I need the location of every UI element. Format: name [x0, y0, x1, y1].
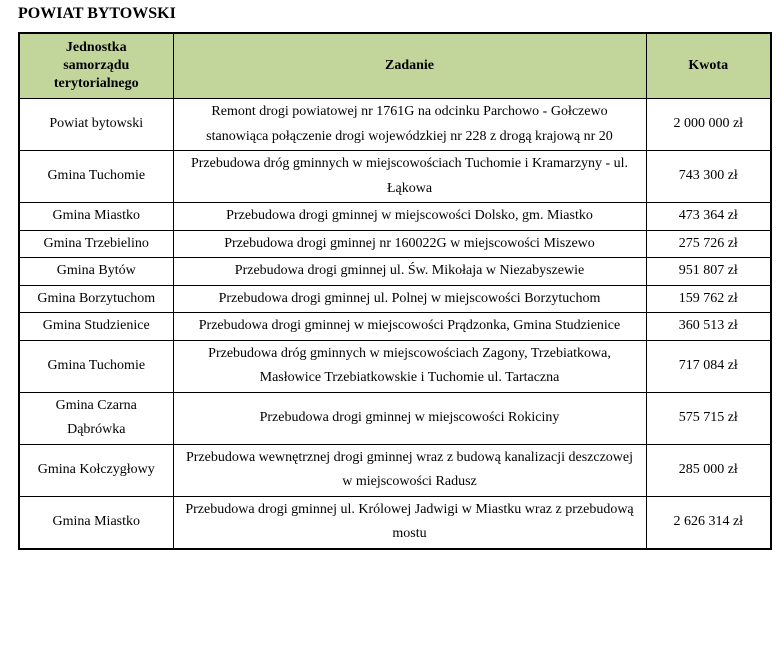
table-row — [19, 258, 771, 286]
table-row — [19, 496, 771, 549]
amount-cell: 2 626 314 zł — [646, 496, 771, 549]
unit-cell: Gmina Trzebielino — [19, 230, 173, 258]
amount-cell: 717 084 zł — [646, 340, 771, 392]
task-cell: Przebudowa dróg gminnych w miejscowościach Tuchomie i Kramarzyny - ul. Łąkowa — [173, 151, 646, 203]
table-row — [19, 151, 771, 203]
task-cell: Przebudowa dróg gminnych w miejscowościach Zagony, Trzebiatkowa, Masłowice Trzebiatkowskie i Tuchomie ul. Tartaczna — [173, 340, 646, 392]
table-row — [19, 203, 771, 231]
unit-cell: Gmina Tuchomie — [19, 340, 173, 392]
unit-cell: Gmina Borzytuchom — [19, 285, 173, 313]
unit-cell: Gmina Kołczygłowy — [19, 444, 173, 496]
task-cell: Przebudowa drogi gminnej w miejscowości Dolsko, gm. Miastko — [173, 203, 646, 231]
unit-cell: Gmina Miastko — [19, 203, 173, 231]
table-row — [19, 340, 771, 392]
unit-cell: Gmina Czarna Dąbrówka — [19, 392, 173, 444]
amount-cell: 473 364 zł — [646, 203, 771, 231]
column-header-task: Zadanie — [173, 33, 646, 99]
task-cell: Przebudowa drogi gminnej ul. Królowej Jadwigi w Miastku wraz z przebudową mostu — [173, 496, 646, 549]
table-row — [19, 313, 771, 341]
table-body — [19, 99, 771, 549]
task-cell: Przebudowa drogi gminnej w miejscowości Prądzonka, Gmina Studzienice — [173, 313, 646, 341]
unit-cell: Gmina Studzienice — [19, 313, 173, 341]
unit-cell: Gmina Tuchomie — [19, 151, 173, 203]
unit-cell: Gmina Bytów — [19, 258, 173, 286]
task-cell: Przebudowa drogi gminnej w miejscowości Rokiciny — [173, 392, 646, 444]
page-title: POWIAT BYTOWSKI — [18, 5, 176, 22]
table-header — [19, 33, 771, 99]
task-cell: Przebudowa wewnętrznej drogi gminnej wraz z budową kanalizacji deszczowej w miejscowości Radusz — [173, 444, 646, 496]
header-row — [19, 33, 771, 99]
table-row — [19, 99, 771, 151]
funding-table — [18, 32, 772, 550]
table-row — [19, 285, 771, 313]
unit-cell: Gmina Miastko — [19, 496, 173, 549]
table-row — [19, 444, 771, 496]
amount-cell: 2 000 000 zł — [646, 99, 771, 151]
task-cell: Przebudowa drogi gminnej ul. Św. Mikołaja w Niezabyszewie — [173, 258, 646, 286]
amount-cell: 743 300 zł — [646, 151, 771, 203]
amount-cell: 159 762 zł — [646, 285, 771, 313]
column-header-unit — [19, 33, 173, 99]
amount-cell: 360 513 zł — [646, 313, 771, 341]
task-cell: Przebudowa drogi gminnej ul. Polnej w miejscowości Borzytuchom — [173, 285, 646, 313]
amount-cell: 285 000 zł — [646, 444, 771, 496]
task-cell: Remont drogi powiatowej nr 1761G na odcinku Parchowo - Gołczewo stanowiąca połączenie drogi wojewódzkiej nr 228 z drogą krajową nr 20 — [173, 99, 646, 151]
amount-cell: 275 726 zł — [646, 230, 771, 258]
table-row — [19, 392, 771, 444]
table-row — [19, 230, 771, 258]
amount-cell: 575 715 zł — [646, 392, 771, 444]
unit-cell: Powiat bytowski — [19, 99, 173, 151]
task-cell: Przebudowa drogi gminnej nr 160022G w miejscowości Miszewo — [173, 230, 646, 258]
amount-cell: 951 807 zł — [646, 258, 771, 286]
column-header-unit-label: Jednostka samorządu terytorialnego — [53, 39, 139, 91]
column-header-amount: Kwota — [646, 33, 771, 99]
